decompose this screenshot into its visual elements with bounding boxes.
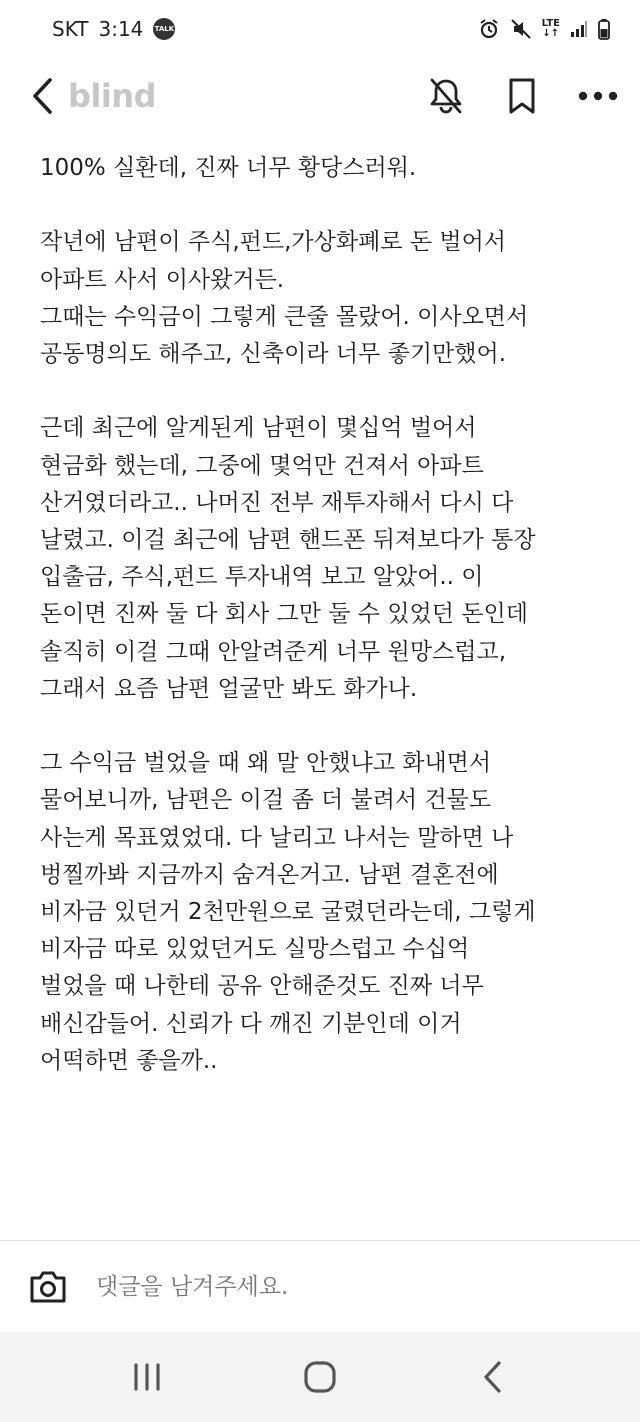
back-nav-icon (482, 1360, 504, 1394)
network-type: LTE ↓↑ (541, 18, 560, 39)
camera-button[interactable] (26, 1265, 70, 1309)
post-paragraph: 100% 실환데, 진짜 너무 황당스러워. (40, 155, 417, 181)
bookmark-button[interactable] (502, 74, 542, 118)
more-button[interactable] (578, 74, 618, 118)
talk-notification-icon: TALK (153, 18, 175, 40)
mute-icon (510, 18, 532, 40)
status-bar (0, 0, 640, 58)
clock: 3:14 (98, 17, 144, 41)
comment-bar (0, 1240, 640, 1332)
back-nav-button[interactable] (453, 1342, 533, 1412)
carrier-label: SKT (52, 17, 89, 41)
notification-toggle-button[interactable] (426, 74, 466, 118)
system-nav-bar (0, 1332, 640, 1422)
signal-icon (570, 20, 588, 38)
app-logo: blind (68, 77, 157, 115)
comment-input[interactable] (96, 1265, 614, 1309)
app-actions (426, 74, 618, 118)
status-left (52, 17, 175, 41)
status-right (478, 18, 610, 40)
home-icon (303, 1360, 337, 1394)
recent-apps-icon (132, 1362, 162, 1392)
app-bar (0, 58, 640, 134)
battery-icon (598, 18, 610, 40)
post-paragraph: 근데 최근에 알게된게 남편이 몇십억 벌어서 현금화 했는데, 그중에 몇억만 건져서 아파트 산거였더라고.. 나머진 전부 재투자해서 다시 다 날렸고. 이걸 최근에 남편 핸드폰 뒤져보다가 통장 입출금, 주식,펀드 투자내역 보고 알았어.. 이 돈이면 진짜 둘 다 회사 그만 둘 수 있었던 돈인데 솔직히 이걸 그때 안알려준게 너무 원망스럽고, 그래서 요즘 남편 얼굴만 봐도 화가나. (40, 415, 536, 702)
more-icon (578, 90, 618, 102)
bookmark-icon (507, 77, 537, 115)
back-button[interactable] (22, 66, 62, 126)
post-paragraph: 작년에 남편이 주식,펀드,가상화폐로 돈 벌어서 아파트 사서 이사왔거든. 그때는 수익금이 그렇게 큰줄 몰랐어. 이사오면서 공동명의도 해주고, 신축이라 너무 좋기만했어. (40, 229, 529, 367)
alarm-icon (478, 18, 500, 40)
bell-off-icon (428, 77, 464, 115)
recent-apps-button[interactable] (107, 1342, 187, 1412)
post-body (40, 150, 630, 1080)
camera-icon (28, 1269, 68, 1305)
home-button[interactable] (280, 1342, 360, 1412)
chevron-left-icon (30, 77, 54, 115)
post-paragraph: 그 수익금 벌었을 때 왜 말 안했냐고 화내면서 물어보니까, 남편은 이걸 좀 더 불려서 건물도 사는게 목표였었대. 다 날리고 나서는 말하면 나 벙찔까봐 지금까지 숨겨온거고. 남편 결혼전에 비자금 있던거 2천만원으로 굴렸던라는데, 그렇게 비자금 따로 있었던거도 실망스럽고 수십억 벌었을 때 나한테 공유 안해준것도 진짜 너무 배신감들어. 신뢰가 다 깨진 기분인데 이거 어떡하면 좋을까.. (40, 750, 536, 1074)
